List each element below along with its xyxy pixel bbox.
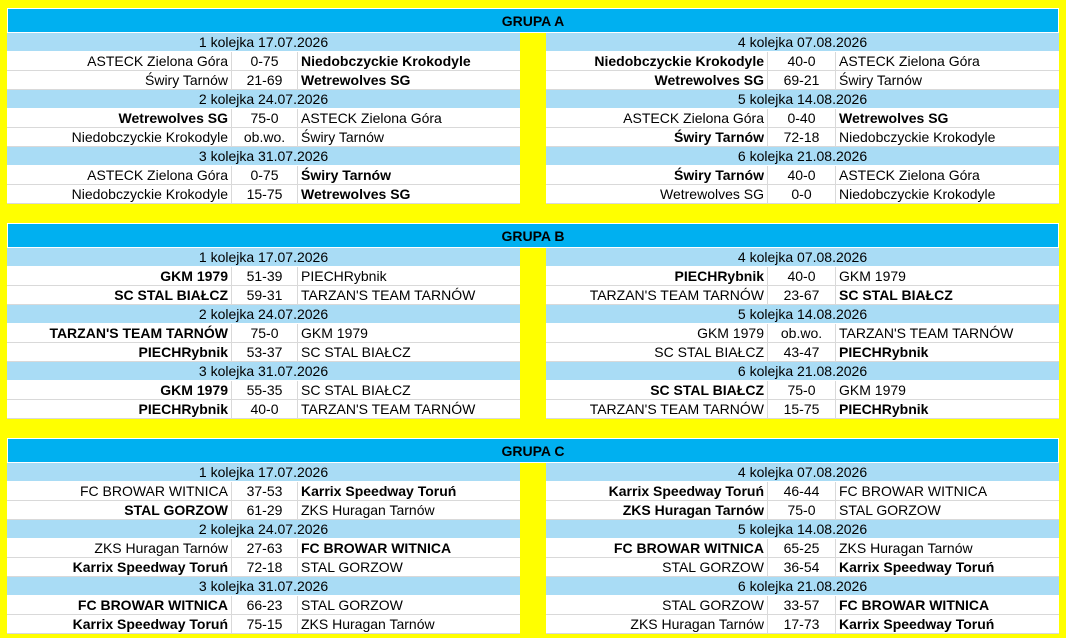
match-score: 37-53 bbox=[232, 482, 298, 500]
away-team: ASTECK Zielona Góra bbox=[839, 167, 980, 183]
match-row bbox=[546, 381, 1059, 400]
match-score: 0-0 bbox=[768, 185, 836, 203]
match-score: 27-63 bbox=[232, 539, 298, 557]
away-team: TARZAN'S TEAM TARNÓW bbox=[301, 401, 476, 417]
away-team: GKM 1979 bbox=[839, 382, 906, 398]
away-team: Wetrewolves SG bbox=[301, 186, 411, 202]
match-score: 75-0 bbox=[768, 501, 836, 519]
match-score: 43-47 bbox=[768, 343, 836, 361]
round-header: 3 kolejka 31.07.2026 bbox=[7, 147, 520, 166]
match-score: 69-21 bbox=[768, 71, 836, 89]
home-team: Świry Tarnów bbox=[546, 128, 768, 146]
match-score: 75-0 bbox=[232, 109, 298, 127]
match-score: 36-54 bbox=[768, 558, 836, 576]
home-team: PIECHRybnik bbox=[7, 400, 232, 418]
away-team: ZKS Huragan Tarnów bbox=[839, 540, 973, 556]
home-team: FC BROWAR WITNICA bbox=[546, 539, 768, 557]
match-row bbox=[546, 267, 1059, 286]
group-title: GRUPA C bbox=[7, 438, 1059, 463]
away-team: GKM 1979 bbox=[301, 325, 368, 341]
match-score: 53-37 bbox=[232, 343, 298, 361]
match-score: 15-75 bbox=[768, 400, 836, 418]
away-team: PIECHRybnik bbox=[839, 401, 929, 417]
match-score: 40-0 bbox=[768, 267, 836, 285]
match-score: 61-29 bbox=[232, 501, 298, 519]
match-row bbox=[546, 482, 1059, 501]
match-score: 15-75 bbox=[232, 185, 298, 203]
round-header: 3 kolejka 31.07.2026 bbox=[7, 577, 520, 596]
away-team: GKM 1979 bbox=[839, 268, 906, 284]
match-score: 21-69 bbox=[232, 71, 298, 89]
away-team: FC BROWAR WITNICA bbox=[301, 540, 452, 556]
group-title: GRUPA A bbox=[7, 8, 1059, 33]
home-team: GKM 1979 bbox=[546, 324, 768, 342]
match-score: 66-23 bbox=[232, 596, 298, 614]
home-team: SC STAL BIAŁCZ bbox=[7, 286, 232, 304]
match-row bbox=[7, 166, 520, 185]
home-team: Karrix Speedway Toruń bbox=[7, 558, 232, 576]
match-row bbox=[546, 128, 1059, 147]
group-title: GRUPA B bbox=[7, 223, 1059, 248]
away-team: ASTECK Zielona Góra bbox=[301, 110, 442, 126]
home-team: Świry Tarnów bbox=[7, 71, 232, 89]
match-row bbox=[546, 166, 1059, 185]
away-team: Wetrewolves SG bbox=[301, 72, 411, 88]
match-score: 40-0 bbox=[232, 400, 298, 418]
match-score: 65-25 bbox=[768, 539, 836, 557]
home-team: PIECHRybnik bbox=[546, 267, 768, 285]
match-row bbox=[7, 109, 520, 128]
away-team: Wetrewolves SG bbox=[839, 110, 949, 126]
match-row bbox=[7, 501, 520, 520]
match-score: 0-75 bbox=[232, 166, 298, 184]
home-team: Karrix Speedway Toruń bbox=[7, 615, 232, 633]
home-team: FC BROWAR WITNICA bbox=[7, 596, 232, 614]
match-row bbox=[546, 615, 1059, 634]
home-team: TARZAN'S TEAM TARNÓW bbox=[546, 286, 768, 304]
home-team: GKM 1979 bbox=[7, 267, 232, 285]
away-team: TARZAN'S TEAM TARNÓW bbox=[839, 325, 1014, 341]
away-team: SC STAL BIAŁCZ bbox=[839, 287, 953, 303]
away-team: Świry Tarnów bbox=[301, 129, 384, 145]
match-score: 23-67 bbox=[768, 286, 836, 304]
round-header: 1 kolejka 17.07.2026 bbox=[7, 463, 520, 482]
away-team: STAL GORZOW bbox=[301, 559, 403, 575]
match-row bbox=[7, 71, 520, 90]
away-team: TARZAN'S TEAM TARNÓW bbox=[301, 287, 476, 303]
match-score: 0-75 bbox=[232, 52, 298, 70]
match-row bbox=[7, 286, 520, 305]
home-team: STAL GORZOW bbox=[546, 558, 768, 576]
home-team: SC STAL BIAŁCZ bbox=[546, 343, 768, 361]
round-header: 5 kolejka 14.08.2026 bbox=[546, 520, 1059, 539]
match-row bbox=[7, 596, 520, 615]
match-row bbox=[546, 343, 1059, 362]
home-team: TARZAN'S TEAM TARNÓW bbox=[7, 324, 232, 342]
round-header: 2 kolejka 24.07.2026 bbox=[7, 90, 520, 109]
home-team: ZKS Huragan Tarnów bbox=[546, 615, 768, 633]
match-row bbox=[7, 482, 520, 501]
match-score: 0-40 bbox=[768, 109, 836, 127]
round-header: 6 kolejka 21.08.2026 bbox=[546, 577, 1059, 596]
match-row bbox=[7, 52, 520, 71]
match-score: 17-73 bbox=[768, 615, 836, 633]
home-team: SC STAL BIAŁCZ bbox=[546, 381, 768, 399]
match-row bbox=[546, 109, 1059, 128]
rounds-column-right bbox=[546, 463, 1066, 634]
rounds-columns bbox=[7, 33, 1059, 204]
away-team: FC BROWAR WITNICA bbox=[839, 597, 990, 613]
match-row bbox=[546, 324, 1059, 343]
match-score: 72-18 bbox=[768, 128, 836, 146]
match-row bbox=[546, 596, 1059, 615]
away-team: Świry Tarnów bbox=[839, 72, 922, 88]
round-header: 4 kolejka 07.08.2026 bbox=[546, 248, 1059, 267]
home-team: Karrix Speedway Toruń bbox=[546, 482, 768, 500]
match-row bbox=[546, 286, 1059, 305]
home-team: ZKS Huragan Tarnów bbox=[546, 501, 768, 519]
home-team: ZKS Huragan Tarnów bbox=[7, 539, 232, 557]
away-team: PIECHRybnik bbox=[301, 268, 387, 284]
match-row bbox=[546, 52, 1059, 71]
match-score: ob.wo. bbox=[768, 324, 836, 342]
away-team: ZKS Huragan Tarnów bbox=[301, 502, 435, 518]
match-row bbox=[7, 615, 520, 634]
home-team: PIECHRybnik bbox=[7, 343, 232, 361]
match-row bbox=[7, 185, 520, 204]
match-row bbox=[7, 324, 520, 343]
match-score: 72-18 bbox=[232, 558, 298, 576]
away-team: Niedobczyckie Krokodyle bbox=[839, 129, 996, 145]
round-header: 5 kolejka 14.08.2026 bbox=[546, 305, 1059, 324]
away-team: STAL GORZOW bbox=[839, 502, 941, 518]
match-row bbox=[546, 400, 1059, 419]
match-score: 40-0 bbox=[768, 52, 836, 70]
rounds-columns bbox=[7, 248, 1059, 419]
away-team: Niedobczyckie Krokodyle bbox=[839, 186, 996, 202]
home-team: STAL GORZOW bbox=[7, 501, 232, 519]
rounds-column-left bbox=[7, 248, 520, 419]
home-team: Niedobczyckie Krokodyle bbox=[7, 185, 232, 203]
rounds-columns bbox=[7, 463, 1059, 634]
match-score: 59-31 bbox=[232, 286, 298, 304]
away-team: Niedobczyckie Krokodyle bbox=[301, 53, 471, 69]
match-row bbox=[7, 400, 520, 419]
home-team: Wetrewolves SG bbox=[7, 109, 232, 127]
match-row bbox=[7, 267, 520, 286]
home-team: TARZAN'S TEAM TARNÓW bbox=[546, 400, 768, 418]
away-team: SC STAL BIAŁCZ bbox=[301, 344, 411, 360]
rounds-column-right bbox=[546, 248, 1066, 419]
home-team: Niedobczyckie Krokodyle bbox=[546, 52, 768, 70]
match-row bbox=[7, 539, 520, 558]
home-team: Świry Tarnów bbox=[546, 166, 768, 184]
round-header: 1 kolejka 17.07.2026 bbox=[7, 248, 520, 267]
match-score: 75-0 bbox=[232, 324, 298, 342]
home-team: FC BROWAR WITNICA bbox=[7, 482, 232, 500]
match-score: 46-44 bbox=[768, 482, 836, 500]
away-team: ZKS Huragan Tarnów bbox=[301, 616, 435, 632]
round-header: 4 kolejka 07.08.2026 bbox=[546, 33, 1059, 52]
match-row bbox=[7, 128, 520, 147]
away-team: SC STAL BIAŁCZ bbox=[301, 382, 411, 398]
group-table bbox=[7, 438, 1059, 634]
home-team: Niedobczyckie Krokodyle bbox=[7, 128, 232, 146]
match-score: 75-15 bbox=[232, 615, 298, 633]
rounds-column-left bbox=[7, 33, 520, 204]
round-header: 2 kolejka 24.07.2026 bbox=[7, 305, 520, 324]
round-header: 4 kolejka 07.08.2026 bbox=[546, 463, 1059, 482]
away-team: Karrix Speedway Toruń bbox=[839, 616, 995, 632]
match-row bbox=[546, 501, 1059, 520]
match-row bbox=[7, 381, 520, 400]
group-table bbox=[7, 223, 1059, 419]
away-team: Karrix Speedway Toruń bbox=[839, 559, 995, 575]
group-table bbox=[7, 8, 1059, 204]
match-row bbox=[7, 343, 520, 362]
match-row bbox=[546, 185, 1059, 204]
home-team: Wetrewolves SG bbox=[546, 71, 768, 89]
home-team: STAL GORZOW bbox=[546, 596, 768, 614]
round-header: 6 kolejka 21.08.2026 bbox=[546, 362, 1059, 381]
rounds-column-left bbox=[7, 463, 520, 634]
away-team: FC BROWAR WITNICA bbox=[839, 483, 988, 499]
home-team: GKM 1979 bbox=[7, 381, 232, 399]
round-header: 1 kolejka 17.07.2026 bbox=[7, 33, 520, 52]
away-team: Karrix Speedway Toruń bbox=[301, 483, 457, 499]
away-team: Świry Tarnów bbox=[301, 167, 391, 183]
away-team: ASTECK Zielona Góra bbox=[839, 53, 980, 69]
match-score: ob.wo. bbox=[232, 128, 298, 146]
away-team: PIECHRybnik bbox=[839, 344, 929, 360]
rounds-column-right bbox=[546, 33, 1066, 204]
match-row bbox=[546, 539, 1059, 558]
round-header: 5 kolejka 14.08.2026 bbox=[546, 90, 1059, 109]
home-team: ASTECK Zielona Góra bbox=[7, 166, 232, 184]
round-header: 6 kolejka 21.08.2026 bbox=[546, 147, 1059, 166]
round-header: 2 kolejka 24.07.2026 bbox=[7, 520, 520, 539]
match-score: 40-0 bbox=[768, 166, 836, 184]
match-row bbox=[7, 558, 520, 577]
round-header: 3 kolejka 31.07.2026 bbox=[7, 362, 520, 381]
home-team: ASTECK Zielona Góra bbox=[7, 52, 232, 70]
home-team: Wetrewolves SG bbox=[546, 185, 768, 203]
match-score: 33-57 bbox=[768, 596, 836, 614]
away-team: STAL GORZOW bbox=[301, 597, 403, 613]
match-row bbox=[546, 71, 1059, 90]
match-score: 75-0 bbox=[768, 381, 836, 399]
match-row bbox=[546, 558, 1059, 577]
match-score: 55-35 bbox=[232, 381, 298, 399]
match-score: 51-39 bbox=[232, 267, 298, 285]
home-team: ASTECK Zielona Góra bbox=[546, 109, 768, 127]
